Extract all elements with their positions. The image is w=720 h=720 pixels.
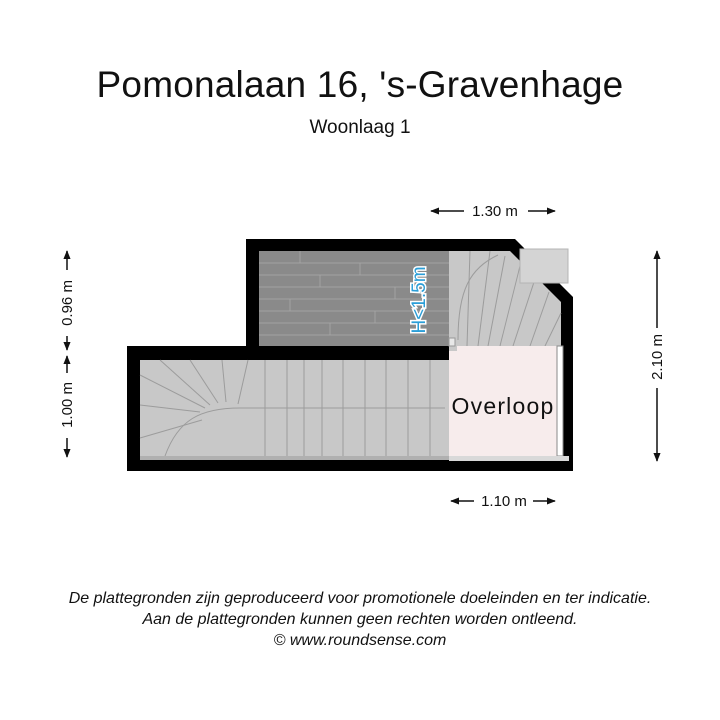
stair-landing-edge — [140, 456, 449, 460]
dimension-left-upper — [59, 251, 76, 350]
disclaimer-line-2: Aan de plattegronden kunnen geen rechten worden ontleend. — [142, 611, 578, 628]
door-jamb — [449, 338, 455, 346]
landing-step — [449, 456, 569, 461]
dimension-top — [431, 203, 555, 220]
railing — [557, 346, 563, 456]
dimension-left-lower — [59, 356, 76, 457]
page-title: Pomonalaan 16, 's-Gravenhage — [96, 64, 624, 105]
room-label: Overloop — [451, 393, 555, 419]
height-limit-label: H<1.5m — [409, 266, 430, 334]
dimension-right — [649, 251, 666, 461]
dimension-top-label: 1.30 m — [472, 203, 518, 220]
dimension-left-lower-label: 1.00 m — [59, 382, 76, 428]
interior-wall — [246, 346, 449, 351]
interior-wall-gap — [449, 346, 457, 351]
dimension-bottom — [451, 493, 555, 510]
disclaimer — [0, 588, 720, 651]
dimension-bottom-label: 1.10 m — [481, 493, 527, 510]
floor-subtitle: Woonlaag 1 — [309, 117, 411, 138]
disclaimer-line-1: De plattegronden zijn geproduceerd voor promotionele doeleinden en ter indicatie. — [68, 590, 652, 607]
copyright-link[interactable]: © www.roundsense.com — [273, 632, 447, 649]
stair-overhang — [520, 249, 568, 283]
dimension-right-label: 2.10 m — [649, 334, 666, 380]
dimension-left-upper-label: 0.96 m — [59, 280, 76, 326]
